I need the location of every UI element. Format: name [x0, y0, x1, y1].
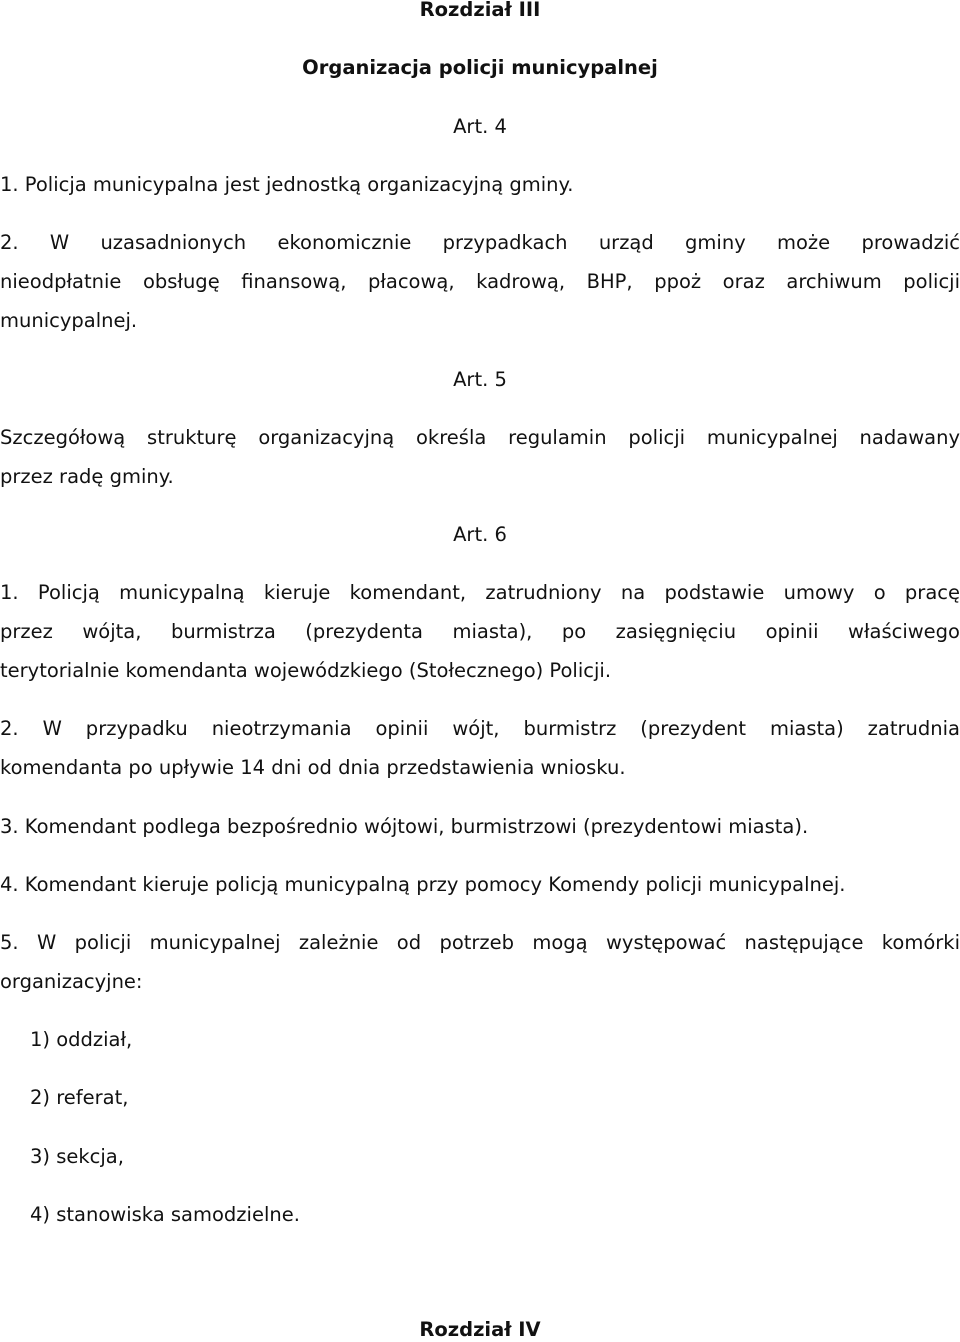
article-6-paragraph-2-line-2: komendanta po upływie 14 dni od dnia przedstawienia wniosku.	[0, 756, 626, 779]
article-6-paragraph-5-line-2: organizacyjne:	[0, 970, 143, 993]
list-item: 4) stanowiska samodzielne.	[30, 1203, 300, 1226]
article-4-paragraph-2-line-2: nieodpłatnie obsługę finansową, płacową, kadrową, BHP, ppoż oraz archiwum policji	[0, 270, 960, 293]
list-item: 2) referat,	[30, 1086, 129, 1109]
chapter-title: Organizacja policji municypalnej	[302, 56, 658, 79]
article-6-paragraph-2-line-1: 2. W przypadku nieotrzymania opinii wójt, burmistrz (prezydent miasta) zatrudnia	[0, 717, 960, 740]
article-6-paragraph-1-line-3: terytorialnie komendanta wojewódzkiego (Stołecznego) Policji.	[0, 659, 612, 682]
article-4-heading: Art. 4	[453, 115, 507, 138]
article-4-paragraph-1: 1. Policja municypalna jest jednostką organizacyjną gminy.	[0, 173, 574, 196]
article-6-paragraph-4: 4. Komendant kieruje policją municypalną przy pomocy Komendy policji municypalnej.	[0, 873, 846, 896]
article-5-line-1: Szczegółową strukturę organizacyjną określa regulamin policji municypalnej nadawany	[0, 426, 960, 449]
article-5-line-2: przez radę gminy.	[0, 465, 174, 488]
article-6-paragraph-1-line-1: 1. Policją municypalną kieruje komendant, zatrudniony na podstawie umowy o pracę	[0, 581, 960, 604]
article-5-heading: Art. 5	[453, 368, 507, 391]
list-item: 3) sekcja,	[30, 1145, 124, 1168]
article-6-paragraph-5-line-1: 5. W policji municypalnej zależnie od potrzeb mogą występować następujące komórki	[0, 931, 960, 954]
article-4-paragraph-2-line-3: municypalnej.	[0, 309, 138, 332]
next-chapter-heading: Rozdział IV	[419, 1318, 541, 1341]
article-4-paragraph-2-line-1: 2. W uzasadnionych ekonomicznie przypadkach urząd gminy może prowadzić	[0, 231, 960, 254]
list-item: 1) oddział,	[30, 1028, 133, 1051]
article-6-heading: Art. 6	[453, 523, 507, 546]
chapter-heading: Rozdział III	[419, 0, 541, 21]
article-6-paragraph-3: 3. Komendant podlega bezpośrednio wójtowi, burmistrzowi (prezydentowi miasta).	[0, 815, 809, 838]
article-6-paragraph-1-line-2: przez wójta, burmistrza (prezydenta miasta), po zasięgnięciu opinii właściwego	[0, 620, 960, 643]
